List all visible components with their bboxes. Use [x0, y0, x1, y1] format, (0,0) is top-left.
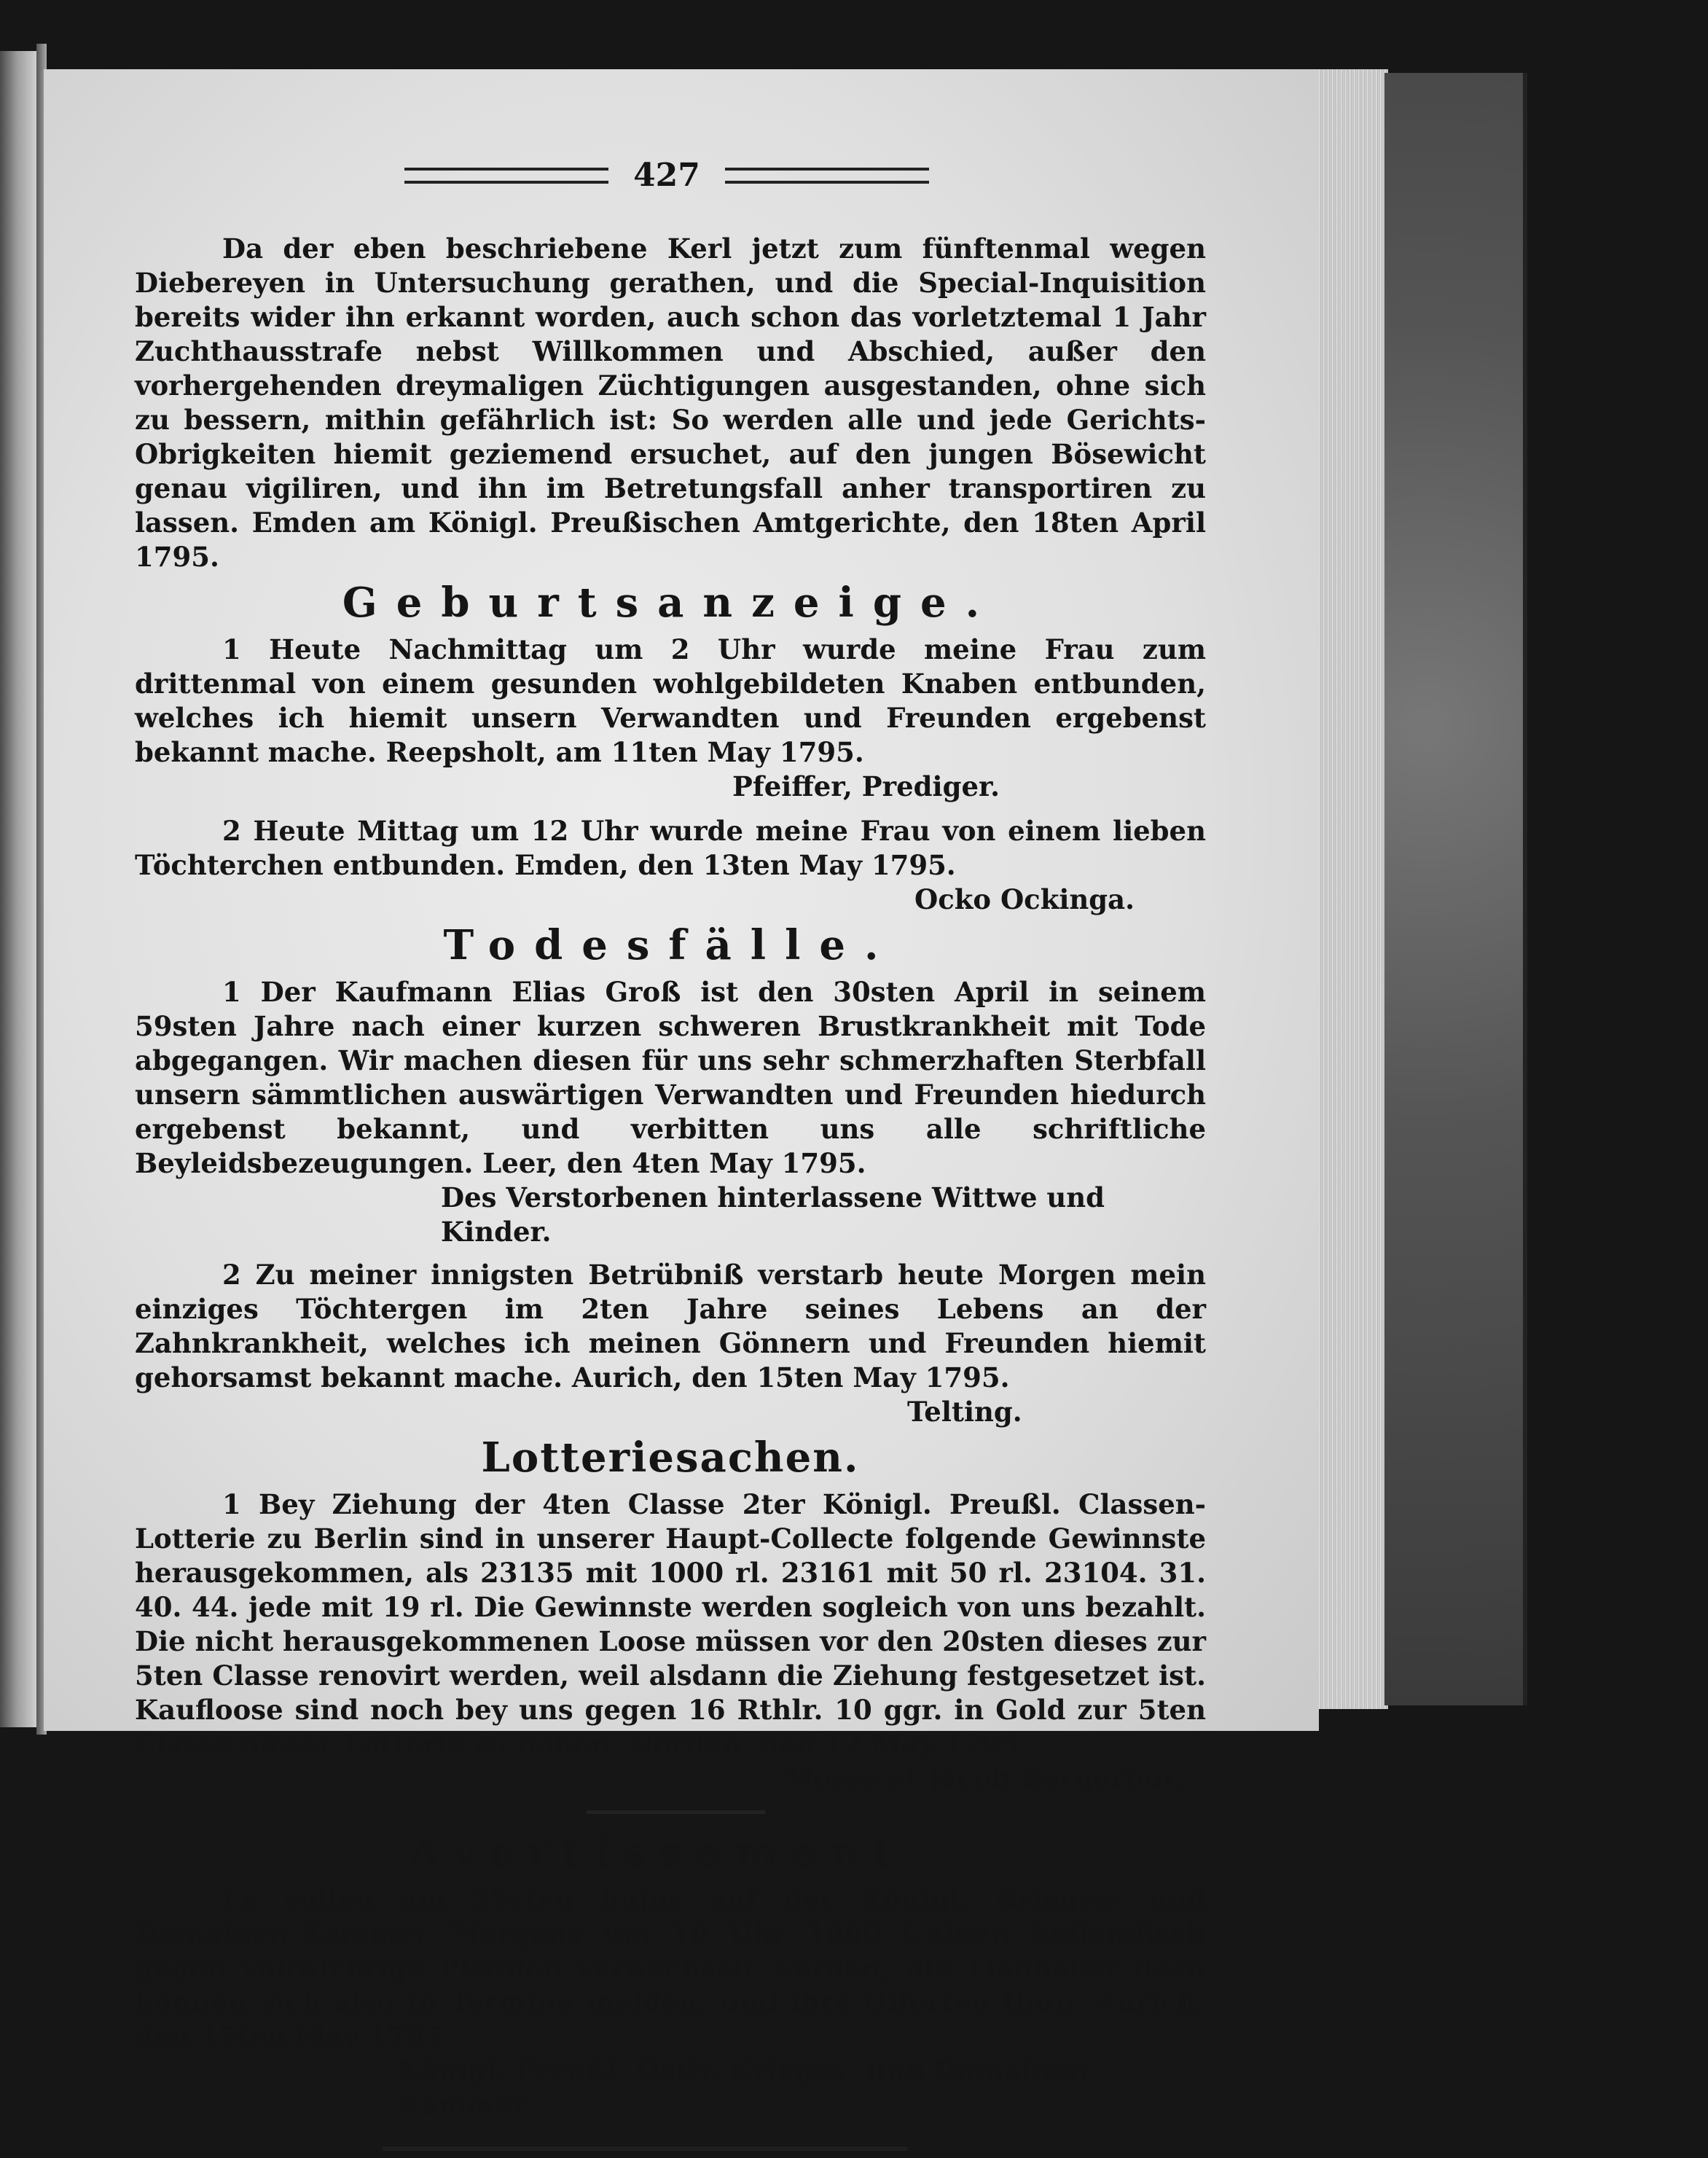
lottery-entry-1: 1 Bey Ziehung der 4ten Classe 2ter Königl. Preußl. Classen-Lotterie zu Berlin sind in unserer Haupt-Collecte folgende Gewinnste herausgekommen, als 23135 mit 1000 rl. 23161 mit 50 rl. 23104. 31. 40. 44. jede mit 19 rl. Die Gewinnste werden sogleich von uns bezahlt. Die nicht herausgekommenen Loose müssen vor den 20sten dieses zur 5ten Classe renovirt werden, weil alsdann die Ziehung festgesetzet ist. Kaufloose sind noch bey uns gegen 16 Rthlr. 10 ggr. in Gold zur 5ten Classe dieser Lotterie zu haben. Norden, den 12 May 1795. — [135, 1488, 1206, 1760]
advertisement-signature: Königl. Preußl. Ostfr. Krieges- und Domainen-Kammer. — [397, 2055, 1100, 2121]
birth-entry-2: 2 Heute Mittag um 12 Uhr wurde meine Frau von einem lieben Töchterchen entbunden. Emden, den 13ten May 1795. — [135, 815, 1206, 881]
facing-page-edge — [0, 51, 36, 1727]
deaths-heading: Todesfälle. — [443, 921, 898, 969]
births-heading: Geburtsanzeige. — [342, 579, 999, 627]
book-cover — [1384, 73, 1527, 1705]
notice-paragraph: Da der eben beschriebene Kerl jetzt zum fünftenmal wegen Diebereyen in Untersuchung gerathen, und die Special-Inquisition bereits wider ihn erkannt worden, auch schon das vorletztemal 1 Jahr Zuchthausstrafe nebst Willkommen und Abschied, außer den vorhergehenden dreymaligen Züchtigungen ausgestanden, ohne sich zu bessern, mithin gefährlich ist: So werden alle und jede Gerichts-Obrigkeiten hiemit geziemend ersuchet, auf den jungen Bösewicht genau vigiliren, und ihn im Betretungsfall anher transportiren zu lassen. Emden am Königl. Preußischen Amtgerichte, den 18ten April 1795. — [135, 232, 1206, 573]
lottery-entry-1-signature: Moses et Jacob Bargerbur. — [783, 1762, 1185, 1794]
birth-entry-2-signature: Ocko Ockinga. — [914, 883, 1135, 915]
book-page — [44, 69, 1319, 2121]
lottery-heading: Lotteriesachen. — [481, 1434, 860, 1482]
birth-entry-1: 1 Heute Nachmittag um 2 Uhr wurde meine Frau zum drittenmal von einem gesunden wohlgebildeten Knaben entbunden, welches ich hiemit unsern Verwandten und Freunden ergebenst bekannt mache. Reepsholt, am 11ten May 1795. — [135, 633, 1206, 768]
page-header — [222, 157, 1111, 194]
page-number: 427 — [633, 157, 700, 194]
closing-ornament-rule — [383, 2147, 907, 2158]
header-rule-right — [725, 168, 929, 184]
birth-entry-1-signature: Pfeiffer, Prediger. — [732, 770, 1000, 802]
page-stack-edges — [1308, 69, 1388, 1709]
death-entry-2-signature: Telting. — [907, 1396, 1022, 1428]
header-rule-left — [404, 168, 608, 184]
advertisement-text: Es sollen am 29sten hujus auf der Königl. Krieges- und Domainen-Kammer Morgens um 10 Uhr 1000 Gulden holländisch gegen vollwichtige Pistolen verwechselt werden, die Liebhaber dazu können sich also in Termino melden, und ihre Offerten thun. Aurich, den 15ten May 1795. — [135, 1883, 1206, 2052]
advertisement-heading: Avertissement. — [409, 1829, 932, 1877]
death-entry-2: 2 Zu meiner innigsten Betrübniß verstarb heute Morgen mein einziges Töchtergen im 2ten Jahre seines Lebens an der Zahnkrankheit, welches ich meinen Gönnern und Freunden hiemit gehorsamst bekannt mache. Aurich, den 15ten May 1795. — [135, 1259, 1206, 1393]
death-entry-1-signature: Des Verstorbenen hinterlassene Wittwe und Kinder. — [441, 1181, 1105, 1248]
page-content — [135, 157, 1206, 2158]
section-divider — [587, 1810, 765, 1814]
death-entry-1: 1 Der Kaufmann Elias Groß ist den 30sten April in seinem 59sten Jahre nach einer kurzen schweren Brustkrankheit mit Tode abgegangen. Wir machen diesen für uns sehr schmerzhaften Sterbfall unsern sämmtlichen auswärtigen Verwandten und Freunden hiedurch ergebenst bekannt, und verbitten uns alle schriftliche Beyleidsbezeugungen. Leer, den 4ten May 1795. — [135, 976, 1206, 1179]
